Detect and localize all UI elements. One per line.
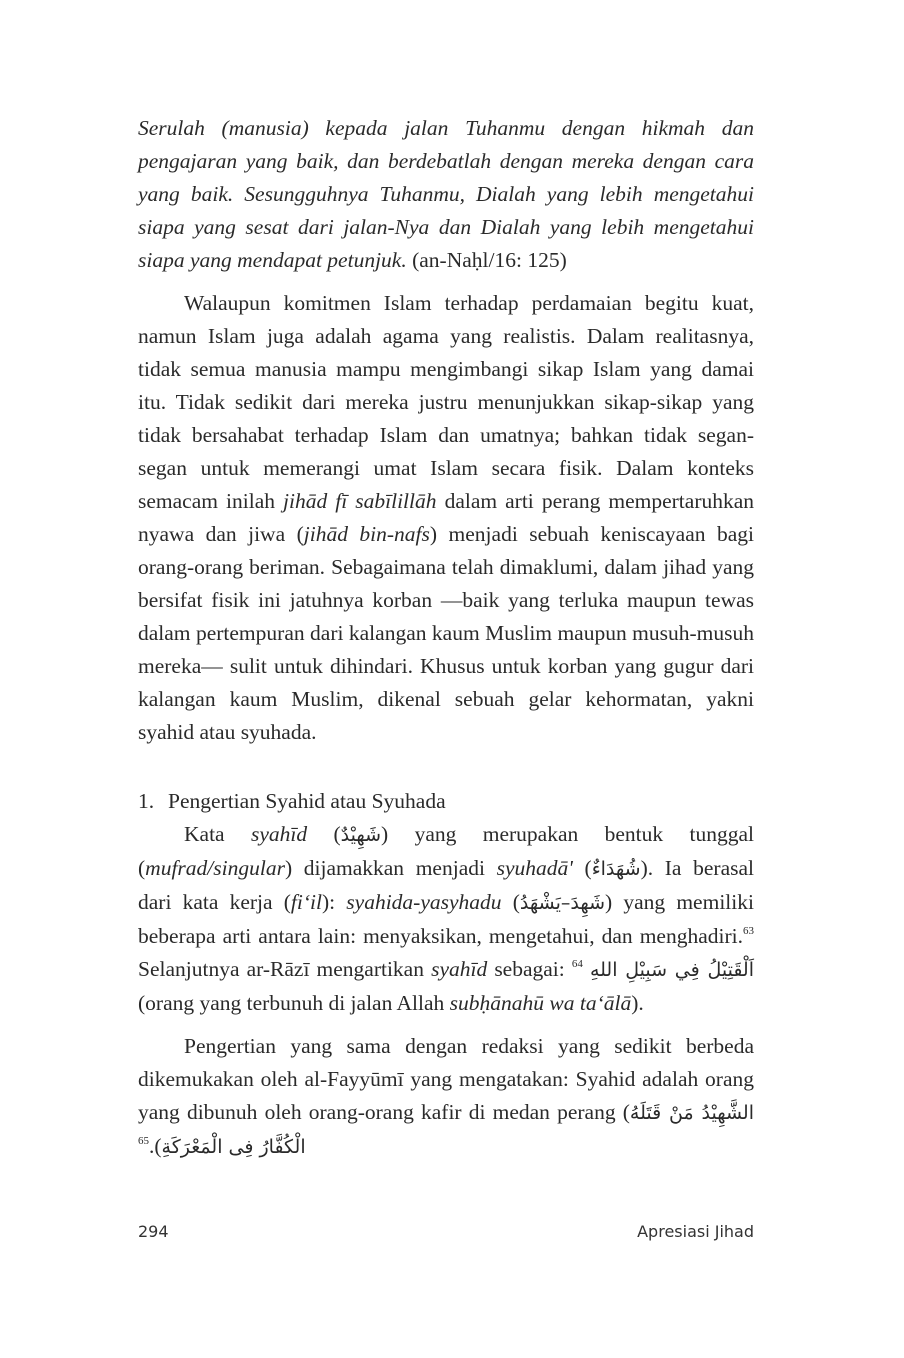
para2-text: ). [631,991,644,1015]
section-heading [138,785,754,818]
section-number: 1. [138,789,155,813]
term-syuhada: syuhadā' [496,856,573,880]
arabic-syahid: شَهِيْدٌ [340,824,382,846]
paragraph-1 [138,287,754,749]
paragraph-3: Pengertian yang sama dengan redaksi yang sedikit berbeda dikemukakan oleh al-Fayyūmī yang mengatakan: Syahid adalah orang yang dibunuh oleh orang-orang kafir di medan perang (الشَّهِيْدُ مَنْ قَتَلَهُ الْكُفَّارُ فِى الْمَعْرَكَةِ).$^{65}$ [138,1034,754,1158]
para2-text: Selanjutnya ar-Rāzī mengartikan [138,957,424,981]
footnote-ref-63: 63 [743,925,754,937]
term-mufrad: mufrad/singular [145,856,285,880]
para2-text: ) dijamakkan menjadi [284,856,485,880]
section-title: Pengertian Syahid atau Syuhada [168,789,446,813]
paragraph-2: Kata syahīd (شَهِيْدٌ) yang merupakan bentuk tunggal (mufrad/singular) dijamakkan menjadi syuhadā' (شُهَدَاءٌ). Ia berasal dari kata kerja (fi‘il): syahida-yasyhadu (شَهِدَ–يَشْهَدُ) yang memiliki beberapa arti antara lain: menyaksikan, mengetahui, dan menghadiri.$^{63}$ Selanjutnya ar-Rāzī mengartikan syahīd sebagai: اَلْقَتِيْلُ فِي سَبِيْلِ اللهِ $^{64}$ (orang yang terbunuh di jalan Allah subḥānahū wa ta‘ālā). [138,822,754,1015]
term-jihad-bin-nafs: jihād bin-nafs [303,522,430,546]
footnote-ref-64: 64 [571,958,583,970]
arabic-definition: الشَّهِيْدُ مَنْ قَتَلَهُ الْكُفَّارُ فِى الْمَعْرَكَةِ [161,1102,754,1158]
page-body [138,112,754,1164]
term-subhanahu: subḥānahū wa ta‘ālā [449,991,632,1015]
term-jihad-fi-sabilillah: jihād fī sabīlillāh [283,489,437,513]
para3-text: Pengertian yang sama dengan redaksi yang sedikit berbeda dikemukakan oleh al-Fayyūmī yang mengatakan: Syahid adalah orang yang dibunuh oleh orang-orang kafir di medan perang [138,1034,754,1124]
para2-text: . Ia berasal dari kata kerja ( [138,856,754,914]
para2-text: (orang yang terbunuh di jalan Allah [138,991,445,1015]
page-number: 294 [138,1222,169,1241]
para2-text: yang merupakan bentuk tunggal ( [138,822,754,880]
para1-text-a: Walaupun komitmen Islam terhadap perdamaian begitu kuat, namun Islam juga adalah agama yang realistis. Dalam realitasnya, tidak semua manusia mampu mengimbangi sikap Islam yang damai itu. Tidak sedikit dari mereka justru menunjukkan sikap-sikap yang tidak bersahabat terhadap Islam dan umatnya; bahkan tidak segan-segan untuk memerangi umat Islam secara fisik. Dalam konteks semacam inilah [138,291,754,513]
quran-translation-quote [138,112,754,277]
para2-text: ): [321,890,336,914]
quote-text: Serulah (manusia) kepada jalan Tuhanmu dengan hikmah dan pengajaran yang baik, dan berdebatlah dengan mereka dengan cara yang baik. Sesungguhnya Tuhanmu, Dialah yang lebih mengetahui siapa yang sesat dari jalan-Nya dan Dialah yang lebih mengetahui siapa yang mendapat petunjuk. [138,116,754,272]
running-title: Apresiasi Jihad [637,1222,754,1241]
para1-text-b: dalam arti perang mempertaruhkan nyawa dan jiwa ( [138,489,755,546]
term-fiil: fi‘il [290,890,322,914]
para2-text: yang memiliki beberapa arti antara lain: menyaksikan, mengetahui, dan menghadiri. [138,890,754,948]
para2-text: sebagai: [494,957,565,981]
term-syahida-yasyhadu: syahida-yasyhadu [346,890,502,914]
arabic-al-qatil: اَلْقَتِيْلُ فِي سَبِيْلِ اللهِ [589,959,754,981]
term-syahid: syahīd [250,822,308,846]
arabic-syuhada: شُهَدَاءٌ [591,858,641,880]
para2-text: Kata [184,822,225,846]
footnote-ref-65: 65 [138,1135,149,1147]
para1-text-c: ) menjadi sebuah keniscayaan bagi orang-orang beriman. Sebagaimana telah dimaklumi, dalam jihad yang bersifat fisik ini jatuhnya korban —baik yang terluka maupun tewas dalam pertempuran dari kalangan kaum Muslim maupun musuh-musuh mereka— sulit untuk dihindari. Khusus untuk korban yang gugur dari kalangan kaum Muslim, dikenal sebuah gelar kehormatan, yakni syahid atau syuhada. [138,522,754,744]
term-syahid: syahīd [431,957,488,981]
quote-reference: (an-Naḥl/16: 125) [412,248,567,272]
para3-text: . [149,1134,155,1158]
arabic-syahida-yasyhadu: شَهِدَ–يَشْهَدُ [519,892,606,914]
